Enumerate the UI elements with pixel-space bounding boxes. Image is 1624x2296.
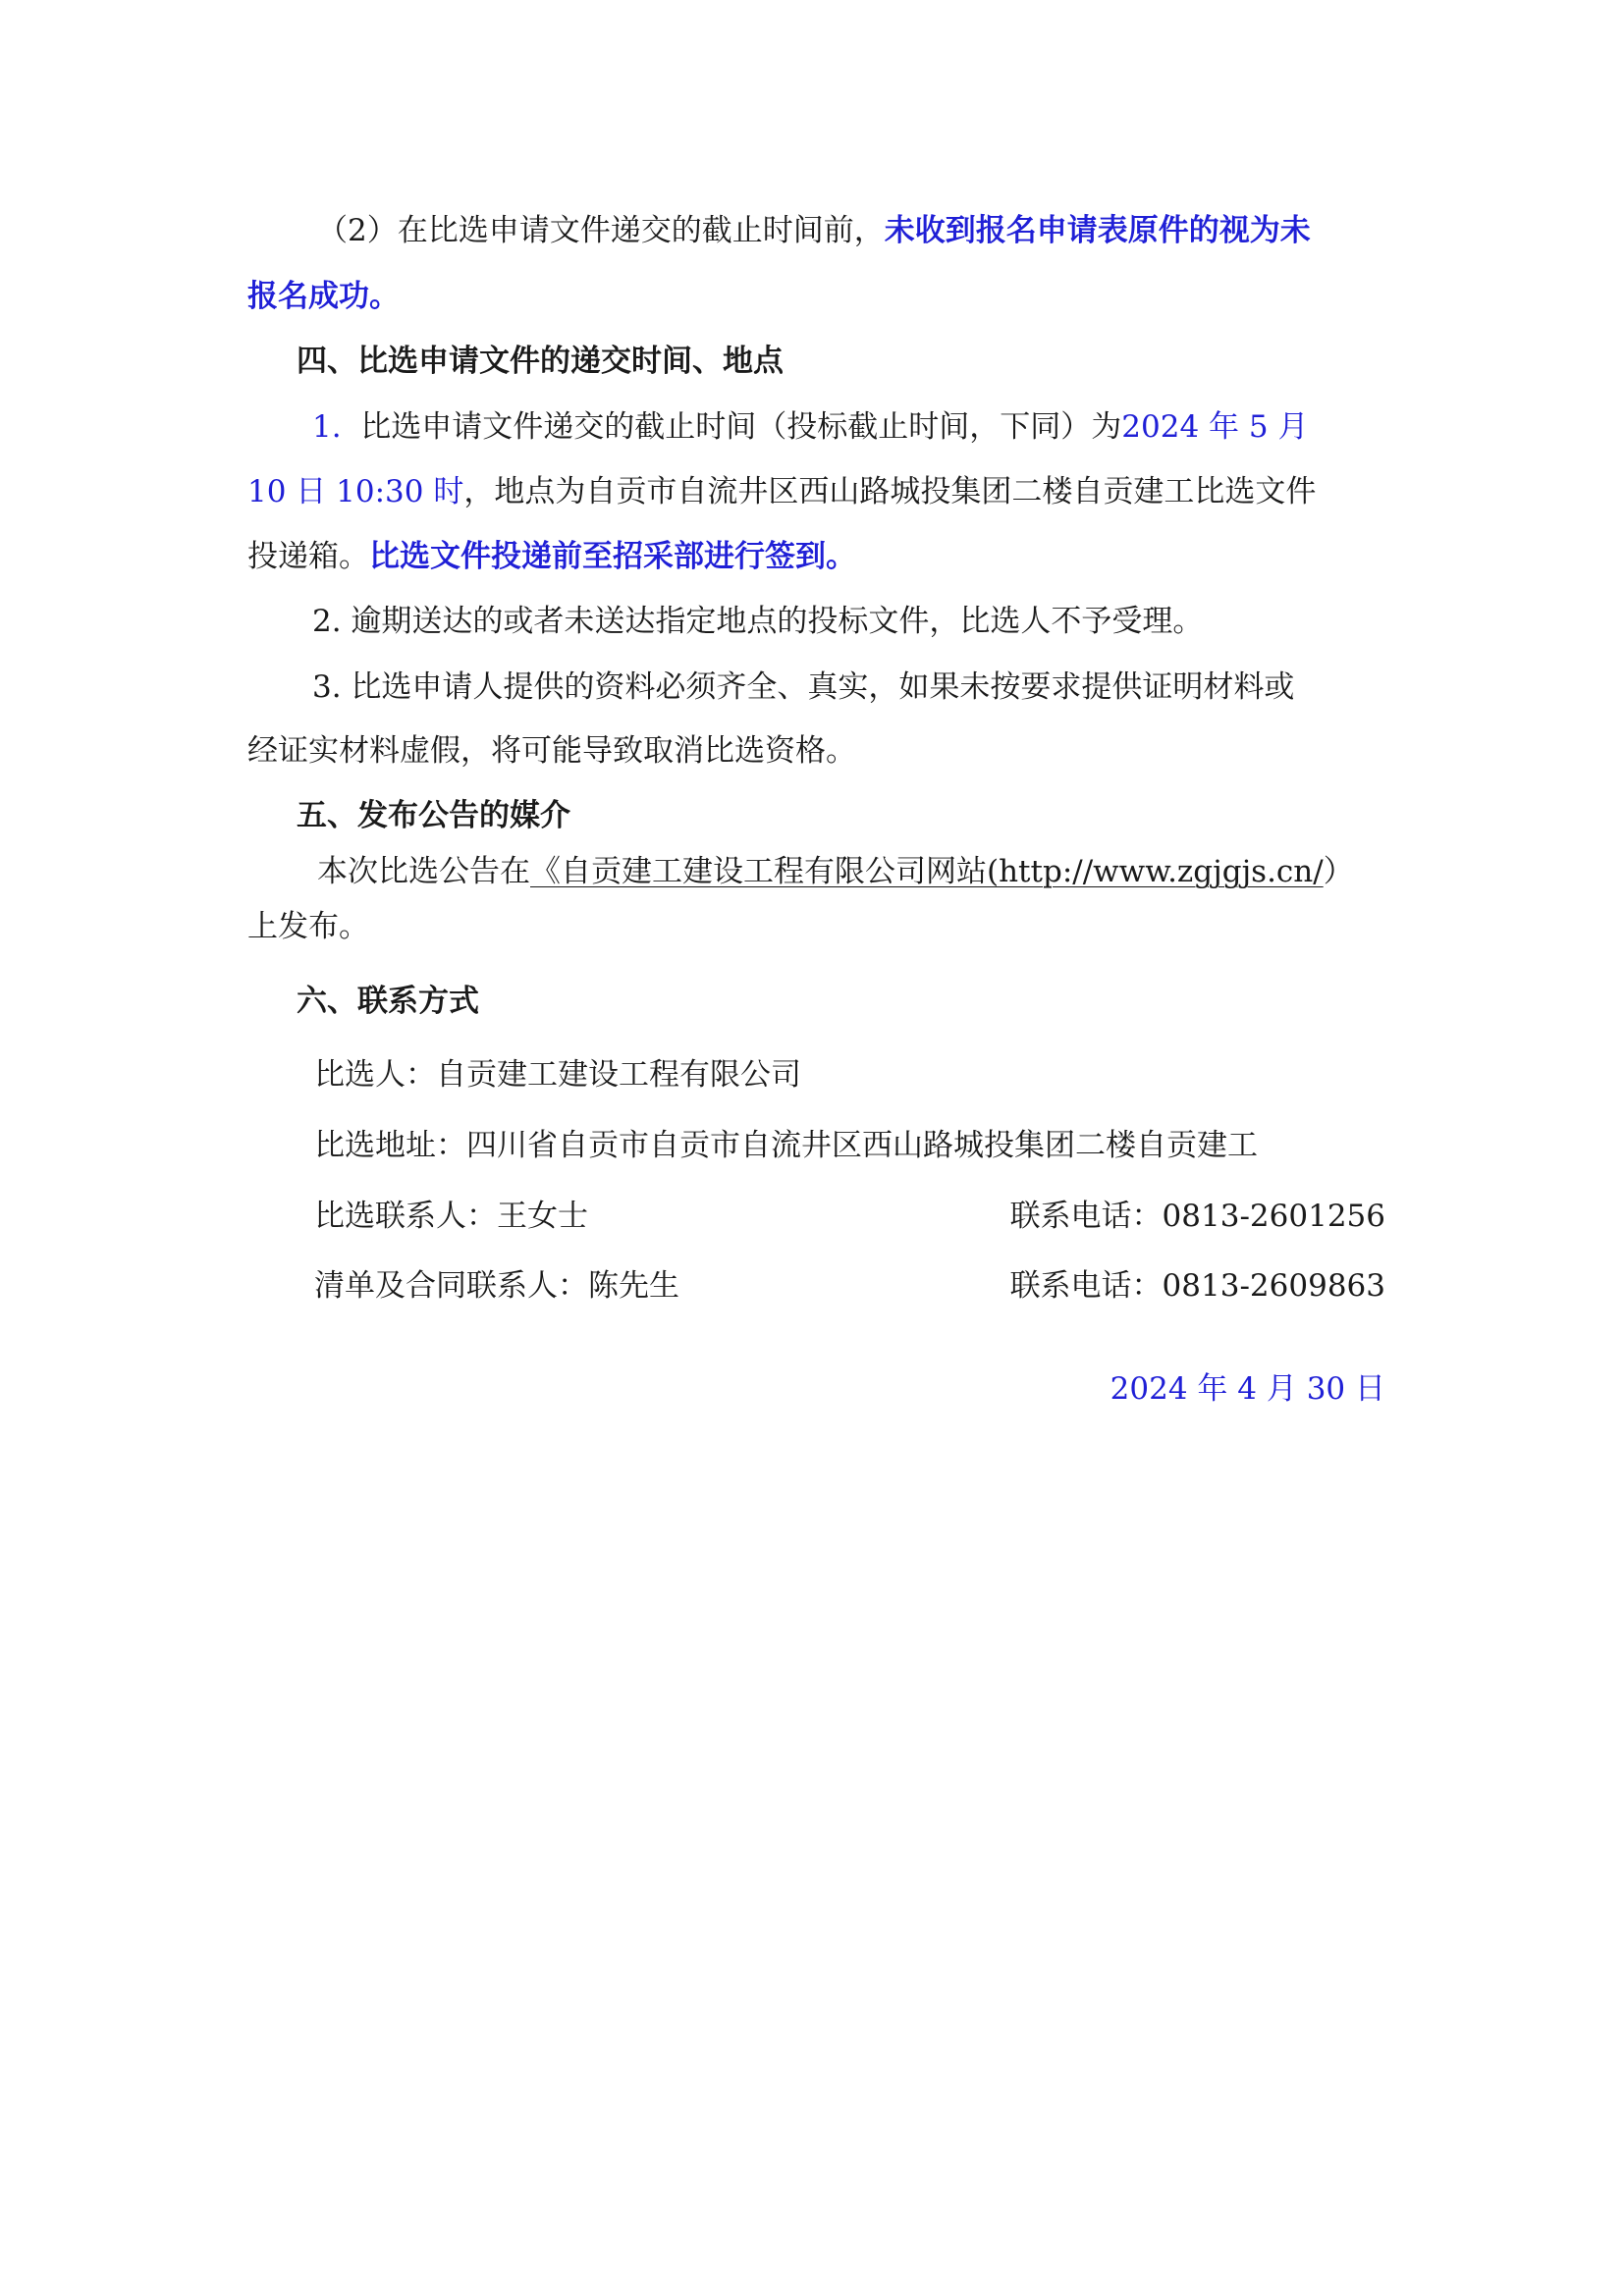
item-3-line-2: 经证实材料虚假，将可能导致取消比选资格。	[247, 733, 856, 769]
section-5-line-1	[317, 852, 1354, 891]
item-1-date-a: 2024 年 5 月	[1121, 409, 1309, 445]
item-2: 2. 逾期送达的或者未送达指定地点的投标文件，比选人不予受理。	[312, 604, 1204, 639]
paragraph-2-highlight: 未收到报名申请表原件的视为未	[884, 213, 1311, 248]
item-1-line-3	[247, 537, 856, 576]
contact-1-name: 比选联系人：王女士	[314, 1199, 588, 1234]
paragraph-2-line-1	[317, 211, 1311, 250]
item-1-text: 比选申请文件递交的截止时间（投标截止时间，下同）为	[360, 409, 1122, 445]
section-5-line-2: 上发布。	[247, 909, 369, 944]
item-1-rest: ，地点为自贡市自流井区西山路城投集团二楼自贡建工比选文件	[463, 474, 1317, 509]
contact-2-name: 清单及合同联系人：陈先生	[314, 1268, 679, 1304]
section-4-heading: 四、比选申请文件的递交时间、地点	[297, 344, 784, 379]
section-5-close: ）	[1323, 854, 1354, 889]
item-1-line-3-prefix: 投递箱。	[247, 539, 369, 574]
address-line: 比选地址：四川省自贡市自贡市自流井区西山路城投集团二楼自贡建工	[314, 1128, 1258, 1163]
document-date: 2024 年 4 月 30 日	[1110, 1371, 1385, 1407]
section-5-heading: 五、发布公告的媒介	[297, 798, 570, 833]
section-6-heading: 六、联系方式	[297, 984, 479, 1019]
bidder-line: 比选人：自贡建工建设工程有限公司	[314, 1057, 801, 1093]
paragraph-2-line-2: 报名成功。	[247, 279, 400, 314]
item-3-line-1: 3. 比选申请人提供的资料必须齐全、真实，如果未按要求提供证明材料或	[312, 669, 1295, 705]
contact-1-phone: 联系电话：0813-2601256	[1009, 1199, 1385, 1234]
section-5-prefix: 本次比选公告在	[317, 854, 530, 889]
item-1-line-3-highlight: 比选文件投递前至招采部进行签到。	[369, 539, 856, 574]
paragraph-2-prefix: （2）在比选申请文件递交的截止时间前，	[317, 213, 885, 248]
item-1-date-b: 10 日 10:30 时	[247, 474, 464, 509]
website-link[interactable]: 《自贡建工建设工程有限公司网站(http://www.zgjgjs.cn/	[530, 854, 1324, 889]
contact-2-phone: 联系电话：0813-2609863	[1009, 1268, 1385, 1304]
item-1-line-2	[247, 472, 1316, 511]
item-1-number: 1.	[312, 409, 342, 445]
item-1-line-1	[312, 407, 1308, 447]
